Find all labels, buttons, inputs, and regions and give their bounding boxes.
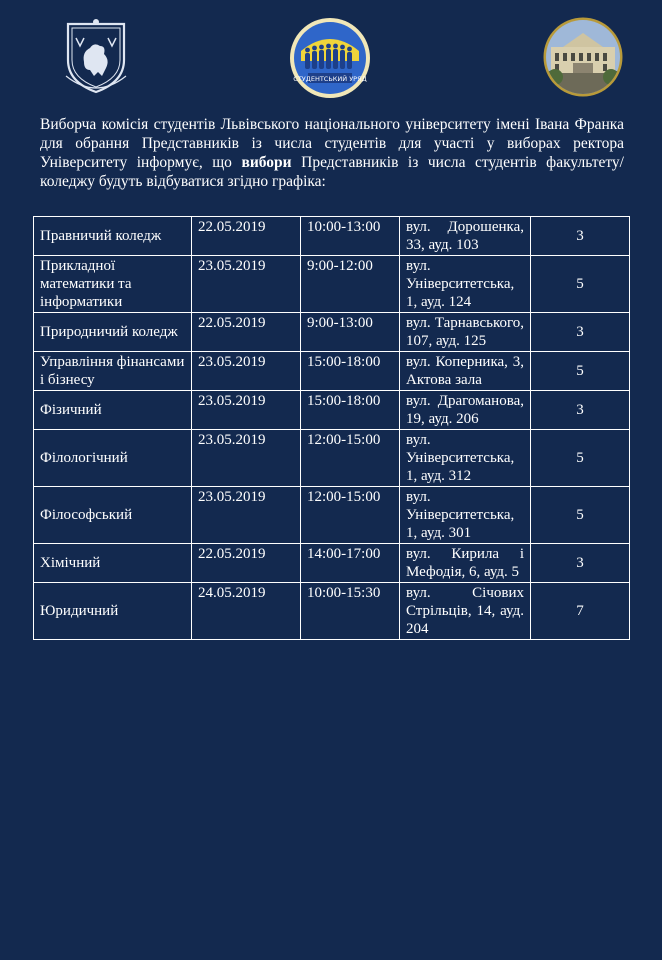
date-cell: 23.05.2019 — [192, 391, 301, 430]
table-row — [34, 256, 630, 313]
table-row — [34, 217, 630, 256]
logo-header — [0, 0, 662, 110]
faculty-cell: Хімічний — [34, 544, 192, 583]
student-government-emblem — [289, 17, 371, 99]
count-cell: 3 — [531, 391, 630, 430]
university-building-photo — [543, 17, 623, 97]
address-cell: вул. Січових Стрільців, 14, ауд. 204 — [400, 583, 531, 640]
address-cell: вул. Університетська, 1, ауд. 124 — [400, 256, 531, 313]
date-cell: 22.05.2019 — [192, 217, 301, 256]
date-cell: 22.05.2019 — [192, 544, 301, 583]
date-cell: 23.05.2019 — [192, 487, 301, 544]
faculty-cell: Філологічний — [34, 430, 192, 487]
table-row — [34, 430, 630, 487]
faculty-cell: Фізичний — [34, 391, 192, 430]
time-cell: 14:00-17:00 — [301, 544, 400, 583]
address-cell: вул. Драгоманова, 19, ауд. 206 — [400, 391, 531, 430]
emblem-caption: СТУДЕНТСЬКИЙ УРЯД — [293, 75, 367, 83]
count-cell: 7 — [531, 583, 630, 640]
faculty-cell: Юридичний — [34, 583, 192, 640]
time-cell: 12:00-15:00 — [301, 430, 400, 487]
count-cell: 3 — [531, 544, 630, 583]
count-cell: 3 — [531, 313, 630, 352]
address-cell: вул. Університетська, 1, ауд. 312 — [400, 430, 531, 487]
count-cell: 5 — [531, 487, 630, 544]
intro-part-2: Представників із числа студентів факультету/коледжу будуть відбуватися згідно графіка: — [40, 154, 624, 190]
time-cell: 12:00-15:00 — [301, 487, 400, 544]
address-cell: вул. Тарнавського, 107, ауд. 125 — [400, 313, 531, 352]
date-cell: 23.05.2019 — [192, 352, 301, 391]
table-row — [34, 487, 630, 544]
date-cell: 23.05.2019 — [192, 256, 301, 313]
faculty-cell: Правничий коледж — [34, 217, 192, 256]
time-cell: 10:00-15:30 — [301, 583, 400, 640]
table-row — [34, 583, 630, 640]
faculty-cell: Природничий коледж — [34, 313, 192, 352]
university-coat-of-arms-logo — [58, 16, 134, 96]
count-cell: 5 — [531, 352, 630, 391]
table-row — [34, 352, 630, 391]
time-cell: 15:00-18:00 — [301, 391, 400, 430]
table-row — [34, 544, 630, 583]
faculty-cell: Управління фінансами і бізнесу — [34, 352, 192, 391]
date-cell: 24.05.2019 — [192, 583, 301, 640]
intro-part-1: Виборча комісія студентів Львівського національного університету імені Івана Франка для обрання Представників із числа студентів для участі у виборах ректора Університету інформує, що — [40, 116, 624, 171]
address-cell: вул. Кирила і Мефодія, 6, ауд. 5 — [400, 544, 531, 583]
address-cell: вул. Дорошенка, 33, ауд. 103 — [400, 217, 531, 256]
time-cell: 10:00-13:00 — [301, 217, 400, 256]
faculty-cell: Філософський — [34, 487, 192, 544]
intro-text — [40, 115, 624, 191]
intro-bold-word: вибори — [241, 154, 292, 171]
time-cell: 9:00-13:00 — [301, 313, 400, 352]
address-cell: вул. Університетська, 1, ауд. 301 — [400, 487, 531, 544]
faculty-cell: Прикладної математики та інформатики — [34, 256, 192, 313]
time-cell: 9:00-12:00 — [301, 256, 400, 313]
elections-schedule-table — [33, 216, 630, 640]
table-row — [34, 391, 630, 430]
date-cell: 23.05.2019 — [192, 430, 301, 487]
table-row — [34, 313, 630, 352]
count-cell: 5 — [531, 430, 630, 487]
time-cell: 15:00-18:00 — [301, 352, 400, 391]
count-cell: 3 — [531, 217, 630, 256]
count-cell: 5 — [531, 256, 630, 313]
address-cell: вул. Коперника, 3, Актова зала — [400, 352, 531, 391]
date-cell: 22.05.2019 — [192, 313, 301, 352]
